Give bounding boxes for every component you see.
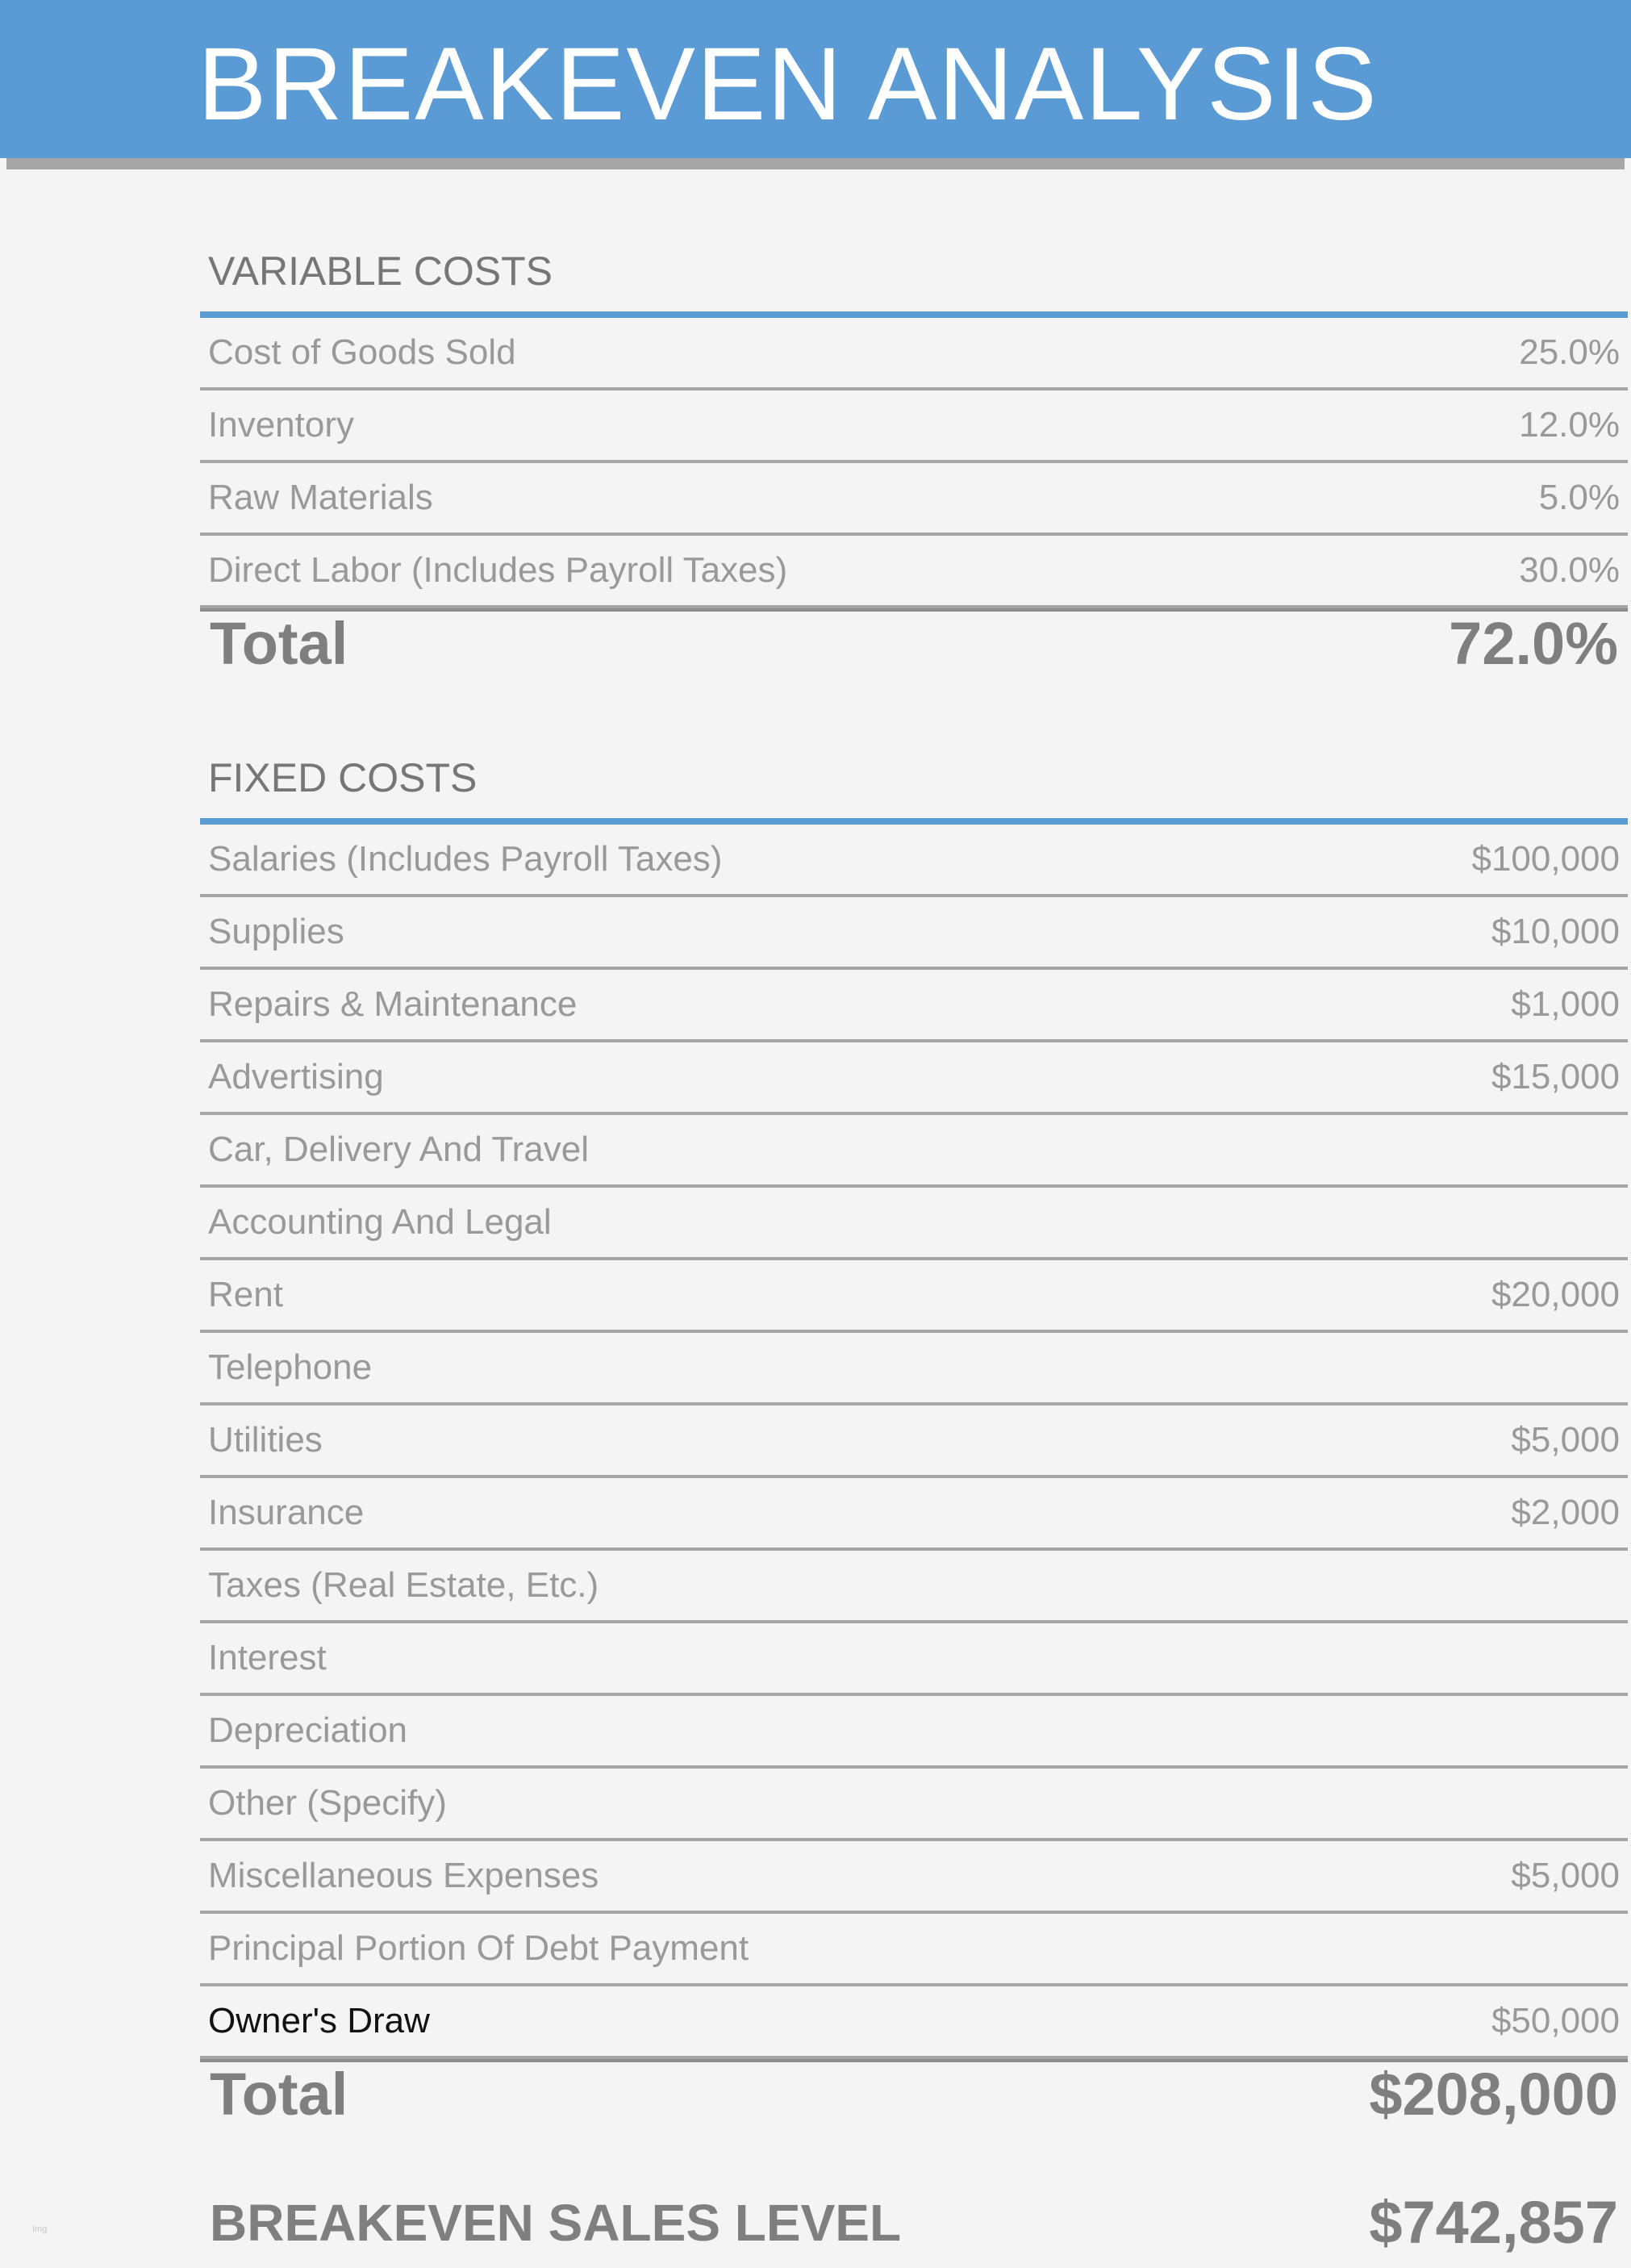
variable-cost-row <box>200 391 1628 463</box>
total-value: 72.0% <box>1449 610 1618 677</box>
fixed-cost-row <box>200 1260 1628 1333</box>
cost-value: $5,000 <box>1511 1420 1620 1460</box>
cost-value: 25.0% <box>1519 332 1620 372</box>
fixed-cost-row <box>200 1623 1628 1696</box>
cost-value: $5,000 <box>1511 1856 1620 1895</box>
total-label: Total <box>210 610 348 677</box>
cost-value: $15,000 <box>1491 1057 1620 1096</box>
fixed-cost-row <box>200 1333 1628 1405</box>
variable-cost-row <box>200 536 1628 608</box>
fixed-costs-total-row <box>200 2062 1628 2133</box>
breakeven-sales-row <box>210 2187 1618 2259</box>
fixed-cost-row <box>200 1188 1628 1260</box>
cost-value: $100,000 <box>1471 839 1620 879</box>
cost-value: $1,000 <box>1511 984 1620 1024</box>
cost-label: Taxes (Real Estate, Etc.) <box>208 1565 599 1605</box>
cost-label: Owner's Draw <box>208 2001 430 2040</box>
cost-value: $2,000 <box>1511 1493 1620 1532</box>
cost-label: Advertising <box>208 1057 384 1096</box>
fixed-cost-row <box>200 825 1628 897</box>
cost-label: Repairs & Maintenance <box>208 984 578 1024</box>
variable-cost-row <box>200 318 1628 391</box>
section-divider <box>200 818 1628 825</box>
fixed-cost-row <box>200 1478 1628 1551</box>
cost-value: 30.0% <box>1519 550 1620 590</box>
fixed-cost-row <box>200 1115 1628 1188</box>
cost-value: $20,000 <box>1491 1275 1620 1314</box>
cost-value: $10,000 <box>1491 912 1620 951</box>
cost-label: Supplies <box>208 912 344 951</box>
total-value: $208,000 <box>1369 2061 1618 2128</box>
fixed-cost-row <box>200 1405 1628 1478</box>
cost-value: 12.0% <box>1519 405 1620 445</box>
watermark-text: Img <box>32 2224 48 2234</box>
fixed-cost-row <box>200 1986 1628 2059</box>
cost-label: Inventory <box>208 405 354 445</box>
page-title: BREAKEVEN ANALYSIS <box>198 27 1379 142</box>
variable-costs-heading: VARIABLE COSTS <box>208 249 553 294</box>
fixed-cost-row <box>200 1696 1628 1769</box>
cost-label: Other (Specify) <box>208 1783 447 1823</box>
cost-label: Accounting And Legal <box>208 1202 552 1242</box>
cost-label: Car, Delivery And Travel <box>208 1130 589 1169</box>
cost-label: Raw Materials <box>208 478 433 517</box>
cost-label: Principal Portion Of Debt Payment <box>208 1928 749 1968</box>
fixed-cost-row <box>200 1551 1628 1623</box>
fixed-cost-row <box>200 1042 1628 1115</box>
fixed-cost-row <box>200 1769 1628 1841</box>
cost-label: Cost of Goods Sold <box>208 332 516 372</box>
cost-label: Telephone <box>208 1347 373 1387</box>
cost-label: Rent <box>208 1275 283 1314</box>
header-bar <box>0 0 1631 158</box>
cost-value: 5.0% <box>1538 478 1620 517</box>
variable-costs-total-row <box>200 612 1628 683</box>
cost-label: Miscellaneous Expenses <box>208 1856 599 1895</box>
variable-costs-section <box>200 231 1628 683</box>
cost-label: Salaries (Includes Payroll Taxes) <box>208 839 723 879</box>
breakeven-sales-value: $742,857 <box>1369 2189 1618 2256</box>
cost-value: $50,000 <box>1491 2001 1620 2040</box>
fixed-costs-heading: FIXED COSTS <box>208 755 478 800</box>
fixed-cost-row <box>200 897 1628 970</box>
cost-label: Insurance <box>208 1493 365 1532</box>
cost-label: Depreciation <box>208 1710 408 1750</box>
fixed-costs-section <box>200 737 1628 2133</box>
variable-cost-row <box>200 463 1628 536</box>
breakeven-sales-label: BREAKEVEN SALES LEVEL <box>210 2194 902 2252</box>
cost-label: Direct Labor (Includes Payroll Taxes) <box>208 550 788 590</box>
section-divider <box>200 311 1628 318</box>
fixed-cost-row <box>200 1841 1628 1914</box>
cost-label: Interest <box>208 1638 327 1677</box>
total-label: Total <box>210 2061 348 2128</box>
fixed-cost-row <box>200 970 1628 1042</box>
cost-label: Utilities <box>208 1420 323 1460</box>
header-shadow <box>6 158 1625 169</box>
fixed-cost-row <box>200 1914 1628 1986</box>
